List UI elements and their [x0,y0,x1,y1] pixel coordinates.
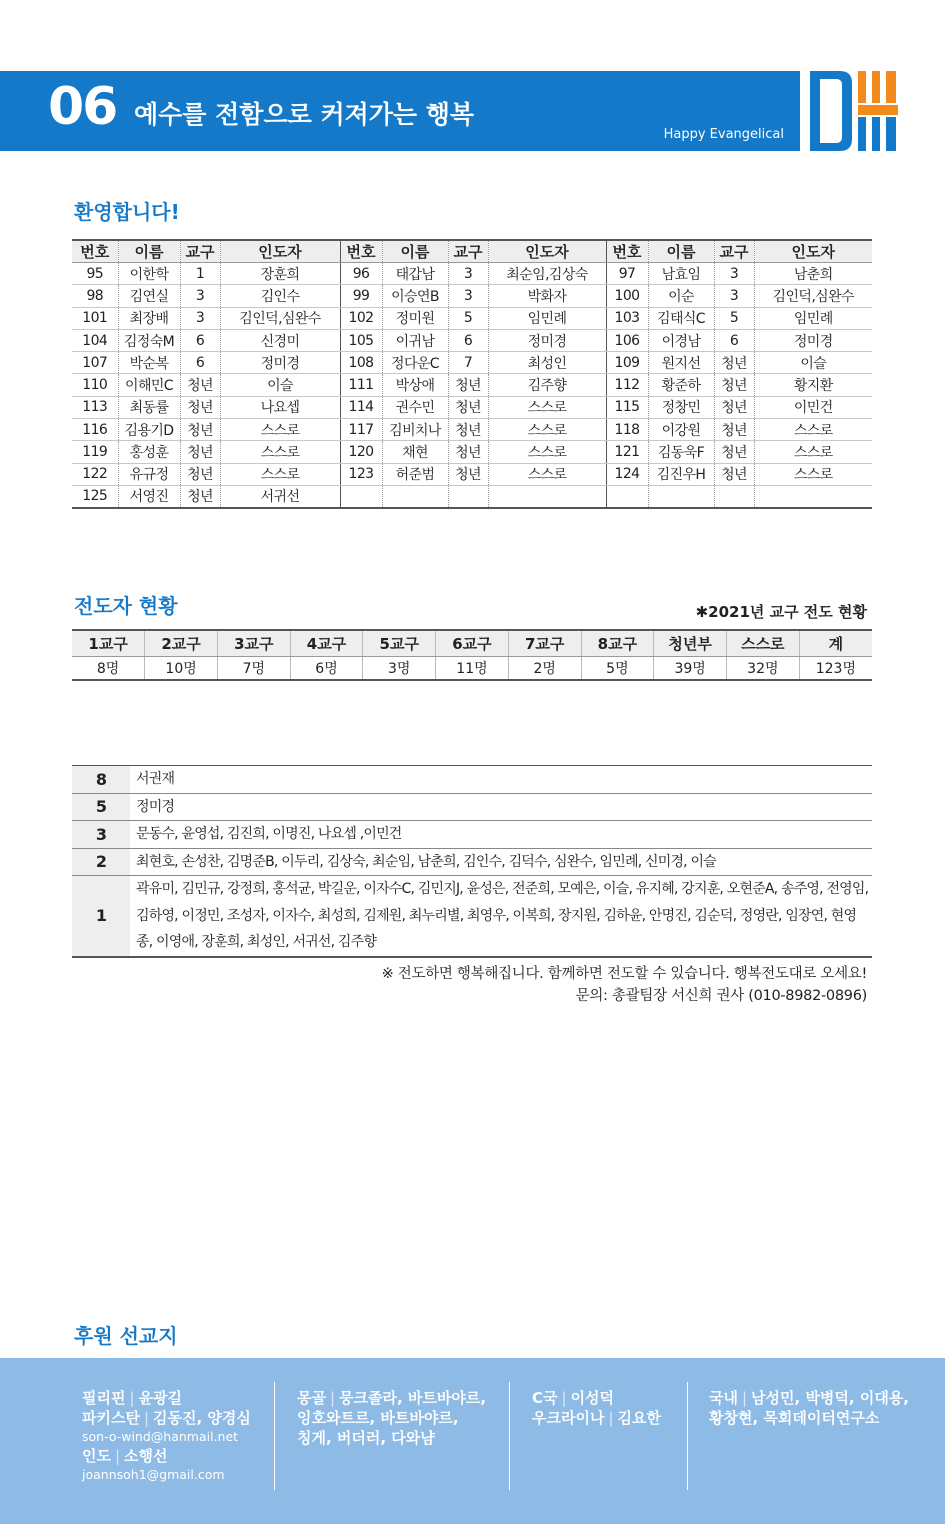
mission-column-2: 몽골 | 뭉크졸라, 바트바야르, 잉호와트르, 바트바야르, 칭게, 버더러, 다와냠 [297,1389,487,1447]
table-cell: 최성인 [488,352,606,374]
stats-value: 123명 [815,660,856,677]
table-cell: 장훈희 [220,263,340,285]
table-cell: 이승연B [382,285,448,307]
table-cell: 최순임,김상숙 [488,263,606,285]
table-cell: 청년 [180,441,220,463]
table-cell: 102 [340,307,382,329]
table-cell: 116 [72,419,118,441]
table-row [72,463,872,485]
stats-value: 8명 [72,656,145,680]
table-row [72,419,872,441]
table-cell: 정미경 [754,329,872,351]
table-row [72,263,872,285]
stats-header: 4교구 [290,630,363,656]
column-header: 이름 [118,240,180,263]
table-cell: 101 [72,307,118,329]
table-cell: 김동욱F [648,441,714,463]
table-cell: 6 [448,329,488,351]
table-cell: 이한학 [118,263,180,285]
table-row [72,307,872,329]
stats-header: 계 [799,630,872,656]
table-cell [714,485,754,507]
mission-column-4: 국내 | 남성민, 박병덕, 이대용, 황창현, 목회데이터연구소 [709,1389,909,1427]
mission-people: 이성덕 [570,1389,615,1407]
table-cell: 최동률 [118,396,180,418]
table-cell: 김비치나 [382,419,448,441]
mission-people: 황창현, 목회데이터연구소 [709,1409,880,1427]
mission-email: joannsoh1@gmail.com [82,1467,225,1482]
table-cell: 124 [606,463,648,485]
table-cell: 103 [606,307,648,329]
stats-note: ✱2021년 교구 전도 현황 [695,603,867,621]
mission-place: 우크라이나 [532,1409,605,1427]
mission-people: 김요한 [617,1409,661,1427]
footnote-line-1: ※ 전도하면 행복해집니다. 함께하면 전도할 수 있습니다. 행복전도대로 오세요! [381,966,867,982]
table-cell: 김진우H [648,463,714,485]
stats-value: 32명 [726,656,799,680]
table-cell: 3 [180,307,220,329]
table-cell: 3 [714,263,754,285]
stats-value: 11명 [436,656,509,680]
mission-place: 파키스탄 [82,1409,140,1427]
missionaries-panel [0,1358,945,1524]
table-cell: 김용기D [118,419,180,441]
table-cell: 3 [180,285,220,307]
mission-place: 국내 [709,1389,738,1407]
table-cell: 정창민 [648,396,714,418]
table-cell: 청년 [714,419,754,441]
footnote [382,963,867,1007]
table-cell: 정미경 [488,329,606,351]
table-cell: 스스로 [220,441,340,463]
column-divider [509,1382,510,1490]
table-cell: 120 [340,441,382,463]
mission-column-3: C국 | 이성덕 우크라이나 | 김요한 [532,1389,661,1427]
stats-value: 7명 [217,656,290,680]
stats-value: 3명 [363,656,436,680]
table-cell: 청년 [180,419,220,441]
table-cell: 김주향 [488,374,606,396]
stats-header: 8교구 [581,630,654,656]
table-cell [382,485,448,507]
table-cell: 청년 [448,396,488,418]
table-cell: 3 [714,285,754,307]
table-cell [448,485,488,507]
page-header [0,71,800,151]
ranking-row [72,821,872,849]
table-cell: 서영진 [118,485,180,507]
table-cell: 6 [180,329,220,351]
table-row [72,329,872,351]
table-cell: 106 [606,329,648,351]
table-cell: 김인수 [220,285,340,307]
table-cell: 청년 [180,485,220,507]
stats-value: 10명 [145,656,218,680]
column-header: 인도자 [220,240,340,263]
table-cell: 7 [448,352,488,374]
column-header: 이름 [382,240,448,263]
column-header: 번호 [340,240,382,263]
table-cell: 스스로 [488,463,606,485]
evangelism-count: 3 [72,821,130,849]
table-cell: 100 [606,285,648,307]
table-cell: 이슬 [220,374,340,396]
brand-text: Happy Evangelical [663,127,784,142]
column-divider [687,1382,688,1490]
table-cell: 이슬 [754,352,872,374]
table-cell: 스스로 [220,419,340,441]
missionaries-title: 후원 선교지 [74,1324,178,1348]
evangelist-names: 최현호, 손성찬, 김명준B, 이두리, 김상숙, 최순임, 남춘희, 김인수, 김덕수, 심완수, 임민례, 신미경, 이슬 [130,848,872,876]
stats-value: 5명 [581,656,654,680]
mission-email: son-o-wind@hanmail.net [82,1429,239,1444]
table-cell: 117 [340,419,382,441]
evangelism-count: 5 [72,793,130,821]
table-cell: 채현 [382,441,448,463]
stats-header: 2교구 [145,630,218,656]
table-cell: 1 [180,263,220,285]
ranking-row [72,876,872,957]
table-cell: 121 [606,441,648,463]
column-header: 번호 [72,240,118,263]
column-header: 인도자 [488,240,606,263]
table-cell: 스스로 [488,396,606,418]
table-cell: 청년 [714,396,754,418]
table-cell [754,485,872,507]
table-cell: 임민례 [754,307,872,329]
table-cell: 115 [606,396,648,418]
column-header: 인도자 [754,240,872,263]
table-cell: 남효임 [648,263,714,285]
table-cell: 청년 [714,352,754,374]
evangelism-count: 1 [72,876,130,957]
mission-people: 잉호와트르, 바트바야르, [297,1409,459,1427]
table-cell: 125 [72,485,118,507]
table-cell: 청년 [448,463,488,485]
table-cell: 김연실 [118,285,180,307]
table-row [72,352,872,374]
table-cell: 홍성훈 [118,441,180,463]
column-divider [274,1382,275,1490]
table-cell: 111 [340,374,382,396]
table-cell: 이귀남 [382,329,448,351]
table-cell: 김태식C [648,307,714,329]
table-cell: 청년 [448,441,488,463]
mission-people: 남성민, 박병덕, 이대용, [751,1389,909,1407]
table-cell: 98 [72,285,118,307]
table-cell: 허준범 [382,463,448,485]
table-cell [340,485,382,507]
mission-people: 윤광길 [138,1389,183,1407]
table-cell: 최장배 [118,307,180,329]
table-cell: 정미원 [382,307,448,329]
table-row [72,441,872,463]
table-cell: 이강원 [648,419,714,441]
table-cell: 3 [448,285,488,307]
column-header: 이름 [648,240,714,263]
page-number: 06 [48,77,117,137]
stats-header: 6교구 [436,630,509,656]
table-cell: 황준하 [648,374,714,396]
table-cell: 김인덕,심완수 [754,285,872,307]
table-cell: 104 [72,329,118,351]
mission-place: C국 [532,1389,558,1407]
table-cell: 97 [606,263,648,285]
evangelism-count: 8 [72,766,130,794]
table-cell: 6 [714,329,754,351]
mission-place: 인도 [82,1447,111,1465]
table-cell: 청년 [714,463,754,485]
table-cell: 이경남 [648,329,714,351]
table-cell: 청년 [714,374,754,396]
table-cell: 김인덕,심완수 [220,307,340,329]
table-cell: 123 [340,463,382,485]
welcome-table [72,239,872,509]
evangelist-names: 문동수, 윤영섭, 김진희, 이명진, 나요셉 ,이민건 [130,821,872,849]
stats-value: 39명 [654,656,727,680]
table-cell: 99 [340,285,382,307]
stats-table [72,629,872,681]
table-cell: 이순 [648,285,714,307]
column-header: 교구 [714,240,754,263]
mission-people: 김동진, 양경심 [153,1409,251,1427]
table-row [72,485,872,507]
stats-header-row [72,630,872,656]
table-cell: 122 [72,463,118,485]
table-cell: 이민건 [754,396,872,418]
stats-value: 2명 [508,656,581,680]
table-cell: 서귀선 [220,485,340,507]
mission-place: 몽골 [297,1389,326,1407]
stats-header: 스스로 [726,630,799,656]
stats-header: 1교구 [72,630,145,656]
table-cell: 110 [72,374,118,396]
table-row [72,396,872,418]
table-cell: 118 [606,419,648,441]
table-cell: 96 [340,263,382,285]
table-cell: 112 [606,374,648,396]
table-cell: 원지선 [648,352,714,374]
table-cell: 108 [340,352,382,374]
table-cell: 스스로 [754,463,872,485]
ranking-row [72,766,872,794]
welcome-header-row [72,240,872,263]
table-cell: 109 [606,352,648,374]
table-cell: 태갑남 [382,263,448,285]
ranking-row [72,793,872,821]
table-cell: 청년 [180,463,220,485]
table-cell: 스스로 [220,463,340,485]
stats-header: 5교구 [363,630,436,656]
table-cell: 스스로 [754,441,872,463]
table-cell: 청년 [448,419,488,441]
table-cell: 114 [340,396,382,418]
table-cell: 박상애 [382,374,448,396]
table-cell: 119 [72,441,118,463]
table-cell: 권수민 [382,396,448,418]
table-cell [488,485,606,507]
table-cell: 황지환 [754,374,872,396]
evangelism-count: 2 [72,848,130,876]
column-header: 번호 [606,240,648,263]
table-cell: 6 [180,352,220,374]
stats-title: 전도자 현황 [74,594,178,618]
table-cell: 박순복 [118,352,180,374]
evangelist-ranking-table [72,765,872,958]
table-cell: 3 [448,263,488,285]
table-row [72,374,872,396]
table-cell: 청년 [180,374,220,396]
stats-header: 3교구 [217,630,290,656]
table-cell: 유규정 [118,463,180,485]
welcome-title: 환영합니다! [74,200,180,224]
table-cell: 5 [448,307,488,329]
page-title: 예수를 전함으로 커져가는 행복 [134,100,475,129]
table-cell: 스스로 [754,419,872,441]
stats-value-row [72,656,872,680]
table-cell [606,485,648,507]
stats-header: 7교구 [508,630,581,656]
table-cell: 남춘희 [754,263,872,285]
table-cell: 스스로 [488,419,606,441]
table-cell: 김정숙M [118,329,180,351]
evangelist-names: 서권재 [130,766,872,794]
table-cell: 박화자 [488,285,606,307]
table-row [72,285,872,307]
table-cell: 스스로 [488,441,606,463]
mission-place: 필리핀 [82,1389,126,1407]
mission-column-1: 필리핀 | 윤광길 파키스탄 | 김동진, 양경심 son-o-wind@hanmail.net 인도 | 소행선 joannsoh1@gmail.com [82,1389,251,1482]
table-cell: 청년 [180,396,220,418]
table-cell: 나요셉 [220,396,340,418]
table-cell: 105 [340,329,382,351]
column-header: 교구 [180,240,220,263]
table-cell: 95 [72,263,118,285]
ranking-row [72,848,872,876]
mission-people: 칭게, 버더러, 다와냠 [297,1429,435,1447]
table-cell: 청년 [714,441,754,463]
table-cell: 정다운C [382,352,448,374]
stats-value: 6명 [290,656,363,680]
stats-header: 청년부 [654,630,727,656]
table-cell: 5 [714,307,754,329]
table-cell [648,485,714,507]
evangelist-names: 정미경 [130,793,872,821]
church-logo-icon [806,71,906,151]
table-cell: 임민례 [488,307,606,329]
table-cell: 정미경 [220,352,340,374]
evangelist-names: 곽유미, 김민규, 강정희, 홍석균, 박길운, 이자수C, 김민지J, 윤성은, 전준희, 모예은, 이슬, 유지혜, 강지훈, 오현준A, 송주영, 전영임, 김하영, 이정민, 조성자, 이자수, 최성희, 김제원, 최누리별, 최영우, 이복희, 장지원, 김하윤, 안명진, 김순덕, 정영란, 임장연, 현영종, 이영애, 장훈희, 최성인, 서귀선, 김주향 [130,876,872,957]
column-header: 교구 [448,240,488,263]
table-cell: 107 [72,352,118,374]
table-cell: 청년 [448,374,488,396]
footnote-contact: 문의: 총괄팀장 서신희 권사 (010-8982-0896) [575,988,867,1004]
mission-people: 뭉크졸라, 바트바야르, [339,1389,487,1407]
table-cell: 113 [72,396,118,418]
mission-people: 소행선 [124,1447,168,1465]
table-cell: 이해민C [118,374,180,396]
table-cell: 신경미 [220,329,340,351]
